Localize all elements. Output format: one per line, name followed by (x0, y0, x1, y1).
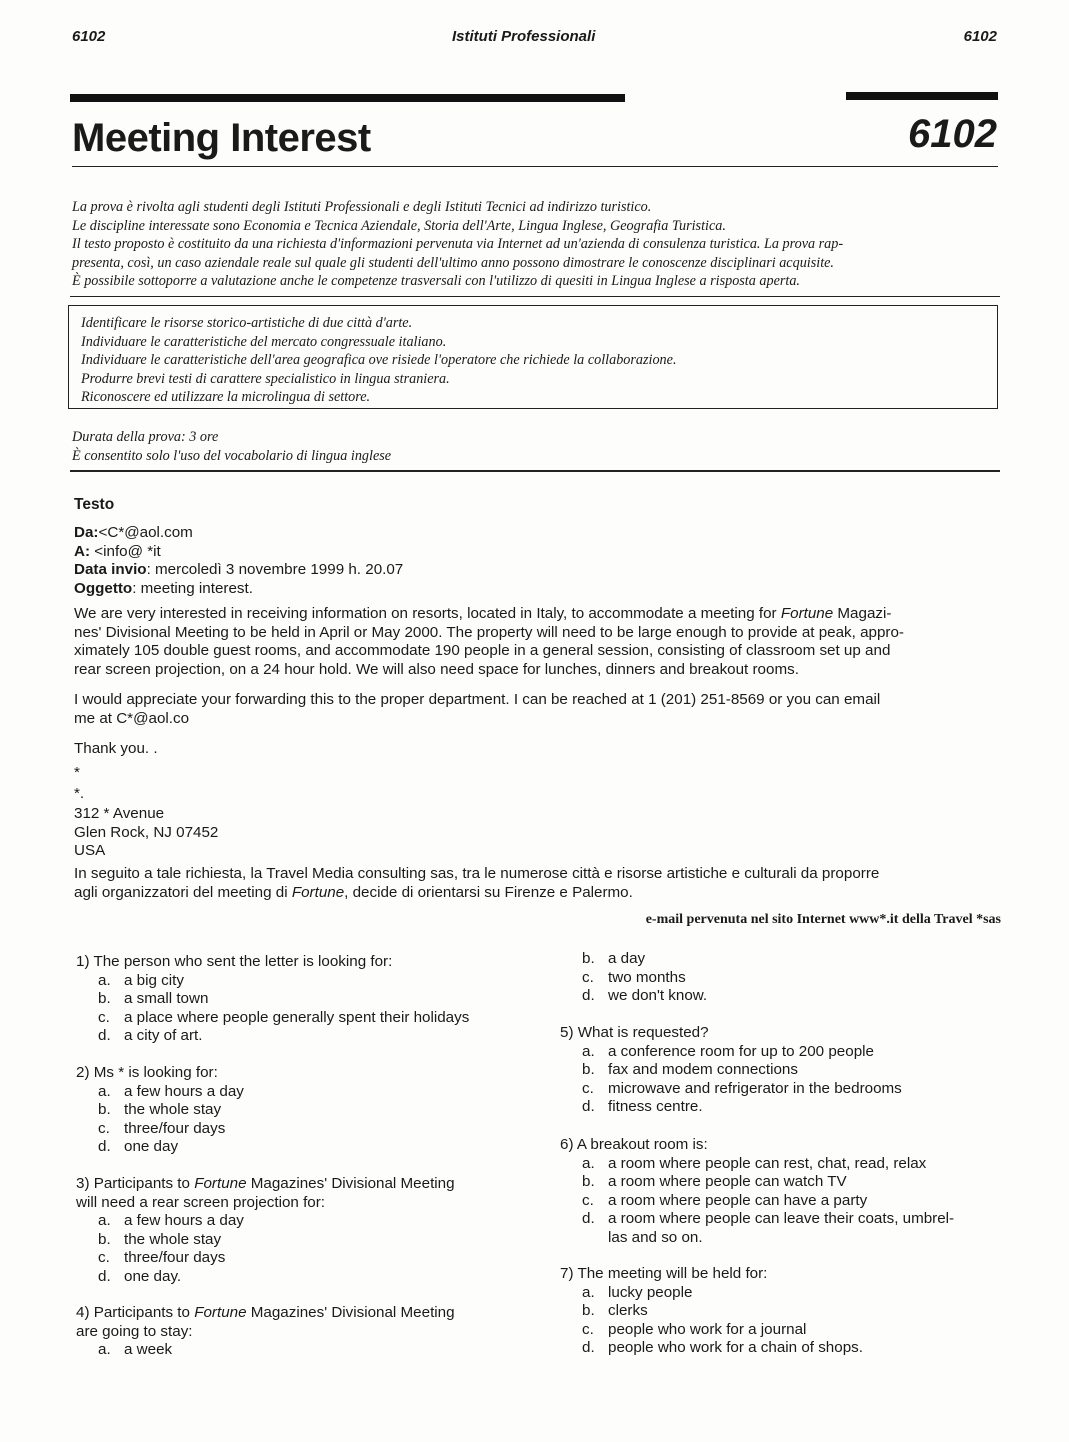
question-6 (560, 1136, 1010, 1248)
thanks-text: Thank you. . (74, 740, 158, 757)
duration-block (72, 428, 391, 465)
option-b: b. the whole stay (98, 1101, 222, 1119)
header-right-code: 6102 (963, 28, 997, 45)
signature-star: * (74, 764, 80, 781)
question-text: 1) The person who sent the letter is looking for: (76, 953, 393, 970)
title-bar-left (70, 94, 625, 102)
option-a: a. a week (98, 1341, 173, 1359)
duration-text: Durata della prova: 3 ore (72, 429, 219, 445)
body-text: , decide di orientarsi su Firenze e Palermo. (344, 883, 633, 901)
email-caption: e-mail pervenuta nel sito Internet www*.it della Travel *sas (645, 912, 1001, 927)
question-4 (76, 1304, 526, 1360)
question-text-cont: are going to stay: (76, 1322, 193, 1340)
option-c: c. a room where people can have a party (582, 1191, 868, 1209)
option-b: b. clerks (582, 1302, 648, 1320)
dictionary-note: È consentito solo l'uso del vocabolario di lingua inglese (72, 447, 392, 464)
email-body-paragraph-2 (74, 691, 1002, 728)
from-value: <C*@aol.com (98, 524, 193, 541)
option-d: d. people who work for a chain of shops. (582, 1339, 863, 1357)
question-1 (76, 953, 526, 1046)
option-c: c. people who work for a journal (582, 1320, 807, 1338)
body-text: rear screen projection, on a 24 hour hold. We will also need space for lunches, dinners and breakout rooms. (74, 660, 799, 678)
header-center-title: Istituti Professionali (452, 28, 596, 45)
objective-item: Individuare le caratteristiche dell'area geografica ove risiede l'operatore che richiede la collaborazione. (81, 352, 677, 368)
to-value: <info@ *it (90, 542, 161, 560)
objective-item: Produrre brevi testi di carattere specialistico in lingua straniera. (81, 370, 450, 387)
option-d: d. one day. (98, 1267, 182, 1285)
option-d: d. we don't know. (582, 987, 708, 1005)
title-bar-right (846, 92, 998, 100)
signature-block (74, 764, 218, 861)
option-a: a. a room where people can rest, chat, read, relax (582, 1154, 927, 1172)
body-text: In seguito a tale richiesta, la Travel Media consulting sas, tra le numerose città e risorse artistiche e culturali da proporre (74, 865, 880, 882)
question-text: 7) The meeting will be held for: (560, 1265, 768, 1282)
option-b: b. a room where people can watch TV (582, 1173, 847, 1191)
body-text: ximately 105 double guest rooms, and accommodate 190 people in a general session, consisting of classroom set up and (74, 642, 891, 659)
subject-value: : meeting interest. (132, 579, 253, 597)
body-text: agli organizzatori del meeting di (74, 883, 292, 901)
option-a: a. a few hours a day (98, 1082, 244, 1100)
body-text: Magazi- (833, 605, 892, 622)
followup-paragraph (74, 865, 1002, 902)
objective-item: Individuare le caratteristiche del mercato congressuale italiano. (81, 333, 447, 350)
to-label: A: (74, 542, 91, 560)
option-d: d. a room where people can leave their coats, umbrel- (582, 1210, 955, 1228)
page-title: Meeting Interest (72, 116, 371, 160)
address-street: 312 * Avenue (74, 805, 165, 822)
question-text: 4) Participants to Fortune Magazines' Divisional Meeting (76, 1304, 455, 1321)
option-d: d. a city of art. (98, 1027, 203, 1045)
body-text: me at C*@aol.co (74, 709, 190, 727)
option-c: c. three/four days (98, 1119, 226, 1137)
question-2 (76, 1064, 526, 1157)
question-text: 5) What is requested? (560, 1024, 709, 1041)
subject-label: Oggetto (74, 579, 133, 597)
option-b: b. a day (582, 950, 646, 967)
date-value: : mercoledì 3 novembre 1999 h. 20.07 (146, 561, 404, 578)
option-b: b. fax and modem connections (582, 1061, 798, 1079)
option-c: c. a place where people generally spent their holidays (98, 1008, 470, 1026)
option-c: c. three/four days (98, 1249, 226, 1267)
option-a: a. a conference room for up to 200 people (582, 1042, 874, 1060)
option-d-continued: las and so on. (608, 1228, 703, 1246)
intro-line: È possibile sottoporre a valutazione anche le competenze trasversali con l'utilizzo di quesiti in Lingua Inglese a risposta aperta. (72, 273, 800, 289)
question-3 (76, 1175, 526, 1287)
address-country: USA (74, 842, 106, 859)
from-label: Da: (74, 524, 99, 541)
option-c: c. microwave and refrigerator in the bedrooms (582, 1079, 902, 1097)
question-text: 3) Participants to Fortune Magazines' Divisional Meeting (76, 1175, 455, 1192)
section-rule (70, 470, 1000, 472)
body-text: I would appreciate your forwarding this to the proper department. I can be reached at 1 (201) 251-8569 or you can email (74, 691, 881, 708)
page-code: 6102 (908, 112, 997, 156)
option-d: d. fitness centre. (582, 1098, 703, 1116)
fortune-italic: Fortune (780, 605, 834, 622)
objectives-box (68, 305, 998, 409)
intro-line: presenta, così, un caso aziendale reale sul quale gli studenti dell'ultimo anno possono dimostrare le conoscenze disciplinari acquisite. (72, 254, 834, 271)
option-a: a. lucky people (582, 1283, 693, 1301)
intro-text (72, 198, 1000, 291)
objective-item: Identificare le risorse storico-artistiche di due città d'arte. (81, 315, 413, 331)
question-text: 2) Ms * is looking for: (76, 1064, 218, 1081)
testo-heading: Testo (74, 496, 115, 513)
body-text: We are very interested in receiving information on resorts, located in Italy, to accommodate a meeting for (74, 605, 781, 622)
question-text: 6) A breakout room is: (560, 1136, 708, 1153)
option-b: b. a small town (98, 990, 209, 1008)
header-left-code: 6102 (72, 28, 106, 45)
option-d: d. one day (98, 1138, 179, 1156)
question-text-cont: will need a rear screen projection for: (76, 1193, 326, 1211)
signature-star: *. (74, 784, 85, 802)
intro-line: La prova è rivolta agli studenti degli Istituti Professionali e degli Istituti Tecnici ad indirizzo turistico. (72, 199, 652, 215)
option-a: a. a few hours a day (98, 1212, 244, 1230)
question-7 (560, 1265, 1010, 1358)
address-city: Glen Rock, NJ 07452 (74, 823, 219, 841)
option-c: c. two months (582, 968, 686, 986)
intro-line: Il testo proposto è costituito da una richiesta d'informazioni pervenuta via Internet ad un'azienda di consulenza turistica. La prova rap- (72, 236, 844, 252)
intro-rule (70, 296, 1000, 297)
fortune-italic: Fortune (291, 883, 345, 901)
body-text: nes' Divisional Meeting to be held in April or May 2000. The property will need to be large enough to provide at peak, appro- (74, 623, 904, 641)
option-a: a. a big city (98, 971, 184, 989)
email-body-paragraph-1 (74, 605, 1002, 679)
option-b: b. the whole stay (98, 1230, 222, 1248)
intro-line: Le discipline interessate sono Economia e Tecnica Aziendale, Storia dell'Arte, Lingua Inglese, Geografia Turistica. (72, 217, 726, 234)
question-5 (560, 1024, 1010, 1117)
email-header (74, 524, 403, 598)
title-underline (72, 166, 998, 167)
date-label: Data invio (74, 561, 147, 578)
objective-item: Riconoscere ed utilizzare la microlingua di settore. (81, 389, 371, 405)
question-4-continued (560, 950, 1010, 1006)
